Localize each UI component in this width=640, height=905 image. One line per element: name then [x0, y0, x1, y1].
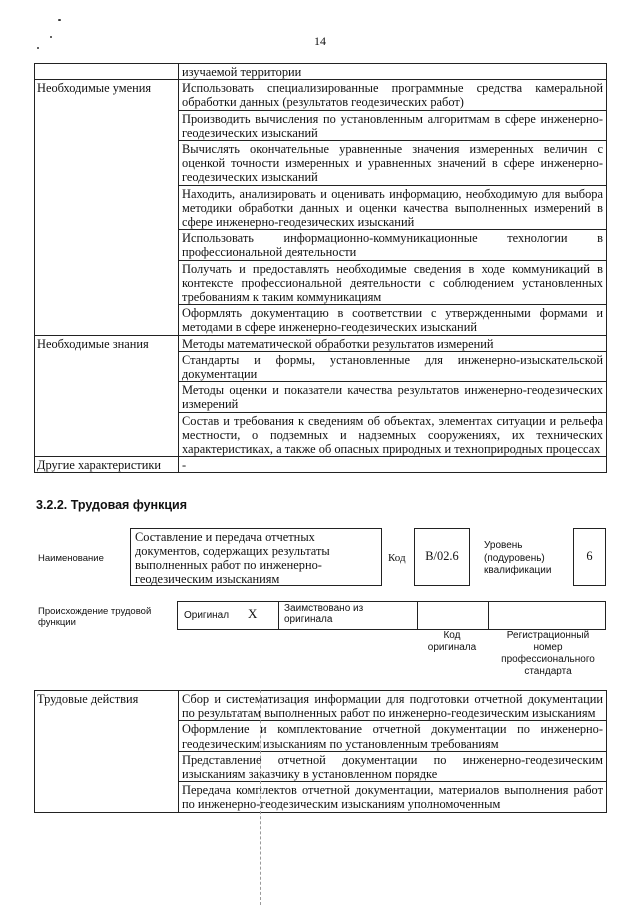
table-cell: Представление отчетной документации по инженерно-геодезическим изысканиям заказчику в установленном порядке [179, 751, 607, 781]
scan-speck [58, 19, 61, 21]
row-label [35, 64, 179, 80]
section-title: 3.2.2. Трудовая функция [36, 498, 188, 512]
table-cell: изучаемой территории [179, 64, 607, 80]
code-caption: Код оригинала [427, 630, 477, 653]
table-row [35, 335, 607, 351]
table-cell: Состав и требования к сведениям об объектах, элементах ситуации и рельефа местности, о подземных и надземных сооружениях, их технических характеристиках, а также об опасных природных и техноприродных процессах [179, 412, 607, 457]
table-cell: Оформление и комплектование отчетной документации по инженерно-геодезическим изысканиям по установленным требованиям [179, 721, 607, 751]
table-cell: Методы математической обработки результатов измерений [179, 335, 607, 351]
table-cell: Стандарты и формы, установленные для инженерно-изыскательской документации [179, 351, 607, 381]
table-cell: Использовать специализированные программные средства камеральной обработки данных (результатов геодезических работ) [179, 80, 607, 110]
table-row [35, 80, 607, 110]
labor-actions-table [34, 690, 607, 813]
table-cell: Производить вычисления по установленным алгоритмам в сфере инженерно-геодезических изысканий [179, 110, 607, 140]
level-box [573, 528, 606, 586]
row-label-knowledge: Необходимые знания [35, 335, 179, 457]
table-cell: Методы оценки и показатели качества результатов инженерно-геодезических измерений [179, 382, 607, 412]
origin-divider [488, 601, 489, 630]
table-cell: - [179, 457, 607, 473]
level-value: 6 [586, 549, 593, 563]
origin-divider [417, 601, 418, 630]
borrowed-label: Заимствовано из оригинала [284, 603, 364, 625]
table-cell: Находить, анализировать и оценивать информацию, необходимую для выбора методики обработки данных и оценки качества выполненных измерений в сфере инженерно-геодезических изысканий [179, 185, 607, 230]
name-label: Наименование [38, 553, 104, 564]
code-value: B/02.6 [425, 549, 459, 563]
table-cell: Использовать информационно-коммуникационные технологии в профессиональной деятельности [179, 230, 607, 260]
table-cell: Сбор и систематизация информации для подготовки отчетной документации по результатам выполненных работ по инженерно-геодезическим изысканиям [179, 691, 607, 721]
table-row [35, 457, 607, 473]
level-label: Уровень (подуровень) квалификации [484, 540, 552, 576]
page-number: 14 [314, 34, 326, 48]
origin-divider [278, 601, 279, 630]
table-cell: Вычислять окончательные уравненные значения измеренных величин с оценкой точности измеренных и уравненных значений в сфере инженерно-геодезических изысканий [179, 141, 607, 186]
code-label: Код [388, 552, 406, 564]
row-label-other: Другие характеристики [35, 457, 179, 473]
code-box [414, 528, 470, 586]
table-row [35, 64, 607, 80]
function-name-box [130, 528, 382, 586]
table-cell: Передача комплектов отчетной документации, материалов выполнения работ по инженерно-геодезическим изысканиям уполномоченным [179, 782, 607, 812]
table-cell: Оформлять документацию в соответствии с утвержденными формами и методами в сфере инженерно-геодезических изысканий [179, 305, 607, 335]
row-label-skills: Необходимые умения [35, 80, 179, 335]
original-mark: X [248, 606, 258, 621]
row-label-actions: Трудовые действия [35, 691, 179, 813]
function-name: Составление и передача отчетных документов, содержащих результаты выполненных работ по инженерно-геодезическим изысканиям [135, 530, 330, 586]
skills-knowledge-table [34, 63, 607, 473]
origin-label: Происхождение трудовой функции [38, 606, 152, 628]
original-label: Оригинал [184, 610, 230, 621]
reg-caption: Регистрационный номер профессионального стандарта [501, 630, 595, 677]
table-cell: Получать и предоставлять необходимые сведения в ходе коммуникаций в контексте профессиональной деятельности с соблюдением установленных требованиям к таким коммуникациям [179, 260, 607, 305]
table-row [35, 691, 607, 721]
scan-fold-line [260, 690, 261, 905]
